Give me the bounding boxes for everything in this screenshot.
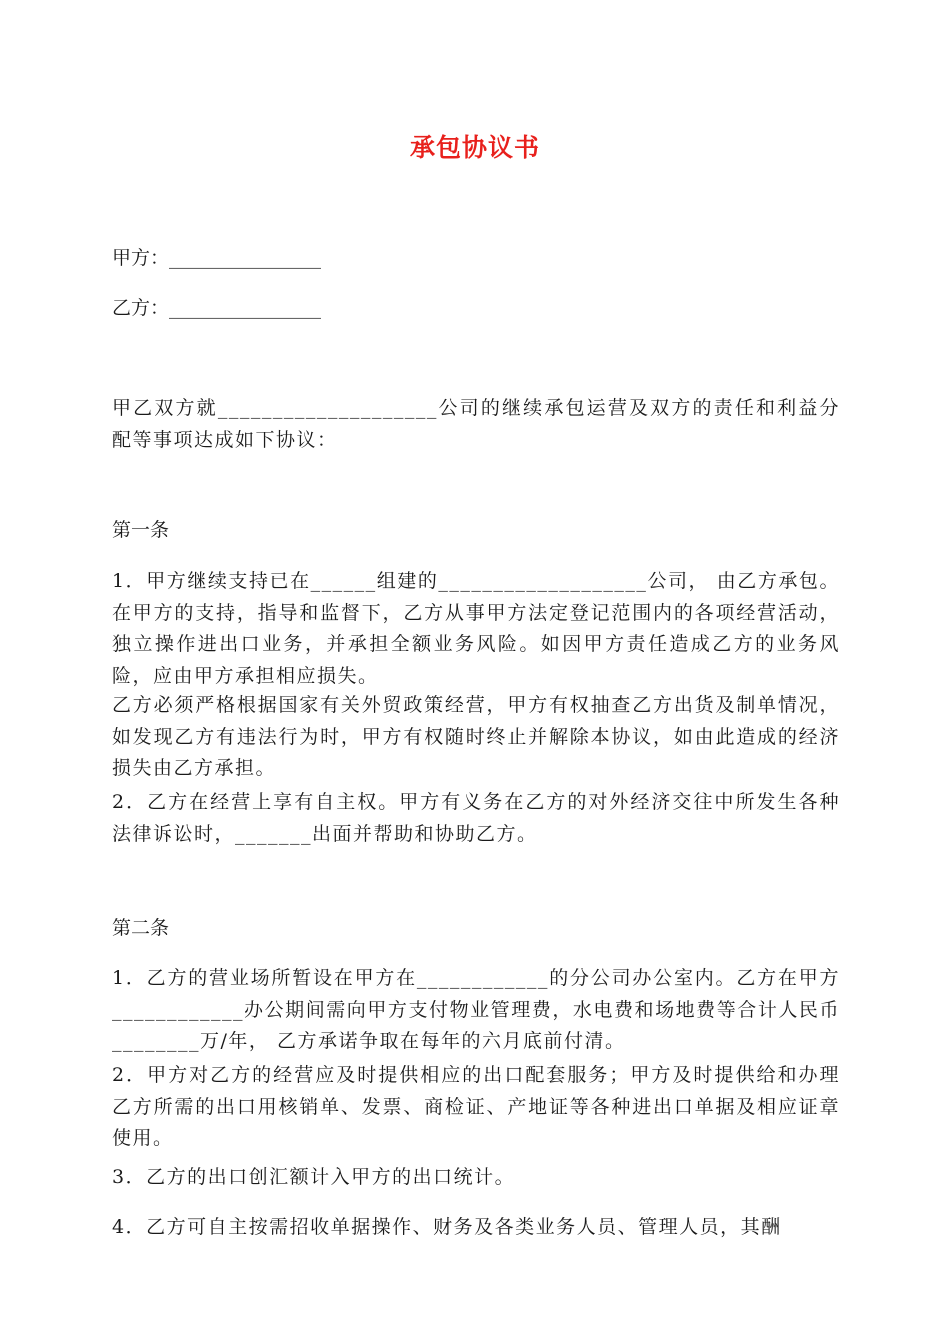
party-b-line: 乙方：________________ xyxy=(112,297,322,319)
document-title: 承包协议书 xyxy=(409,133,540,162)
article-2-clause-1: 1．乙方的营业场所暂设在甲方在____________的分公司办公室内。乙方在甲方____________办公期间需向甲方支付物业管理费，水电费和场地费等合计人民币________万/年， 乙方承诺争取在每年的六月底前付清。 xyxy=(112,967,840,1052)
party-a-line: 甲方：________________ xyxy=(112,247,322,269)
article-2-heading: 第二条 xyxy=(112,917,170,939)
article-2-clause-2: 2．甲方对乙方的经营应及时提供相应的出口配套服务；甲方及时提供给和办理乙方所需的出口用核销单、发票、商检证、产地证等各种进出口单据及相应证章使用。 xyxy=(112,1064,840,1149)
intro-paragraph: 甲乙双方就____________________公司的继续承包运营及双方的责任和利益分配等事项达成如下协议： xyxy=(112,397,840,451)
article-1-paragraph-2: 乙方必须严格根据国家有关外贸政策经营，甲方有权抽查乙方出货及制单情况，如发现乙方有违法行为时，甲方有权随时终止并解除本协议，如由此造成的经济损失由乙方承担。 xyxy=(112,694,840,779)
article-1-clause-1: 1．甲方继续支持已在______组建的___________________公司， 由乙方承包。在甲方的支持，指导和监督下，乙方从事甲方法定登记范围内的各项经营活动，独立操作进出口业务，并承担全额业务风险。如因甲方责任造成乙方的业务风险，应由甲方承担相应损失。 xyxy=(112,570,840,687)
article-1-clause-2: 2．乙方在经营上享有自主权。甲方有义务在乙方的对外经济交往中所发生各种法律诉讼时，_______出面并帮助和协助乙方。 xyxy=(112,791,840,845)
article-2-clause-3: 3．乙方的出口创汇额计入甲方的出口统计。 xyxy=(112,1166,516,1188)
article-1-heading: 第一条 xyxy=(112,519,170,541)
article-2-clause-4: 4．乙方可自主按需招收单据操作、财务及各类业务人员、管理人员，其酬 xyxy=(112,1216,782,1238)
